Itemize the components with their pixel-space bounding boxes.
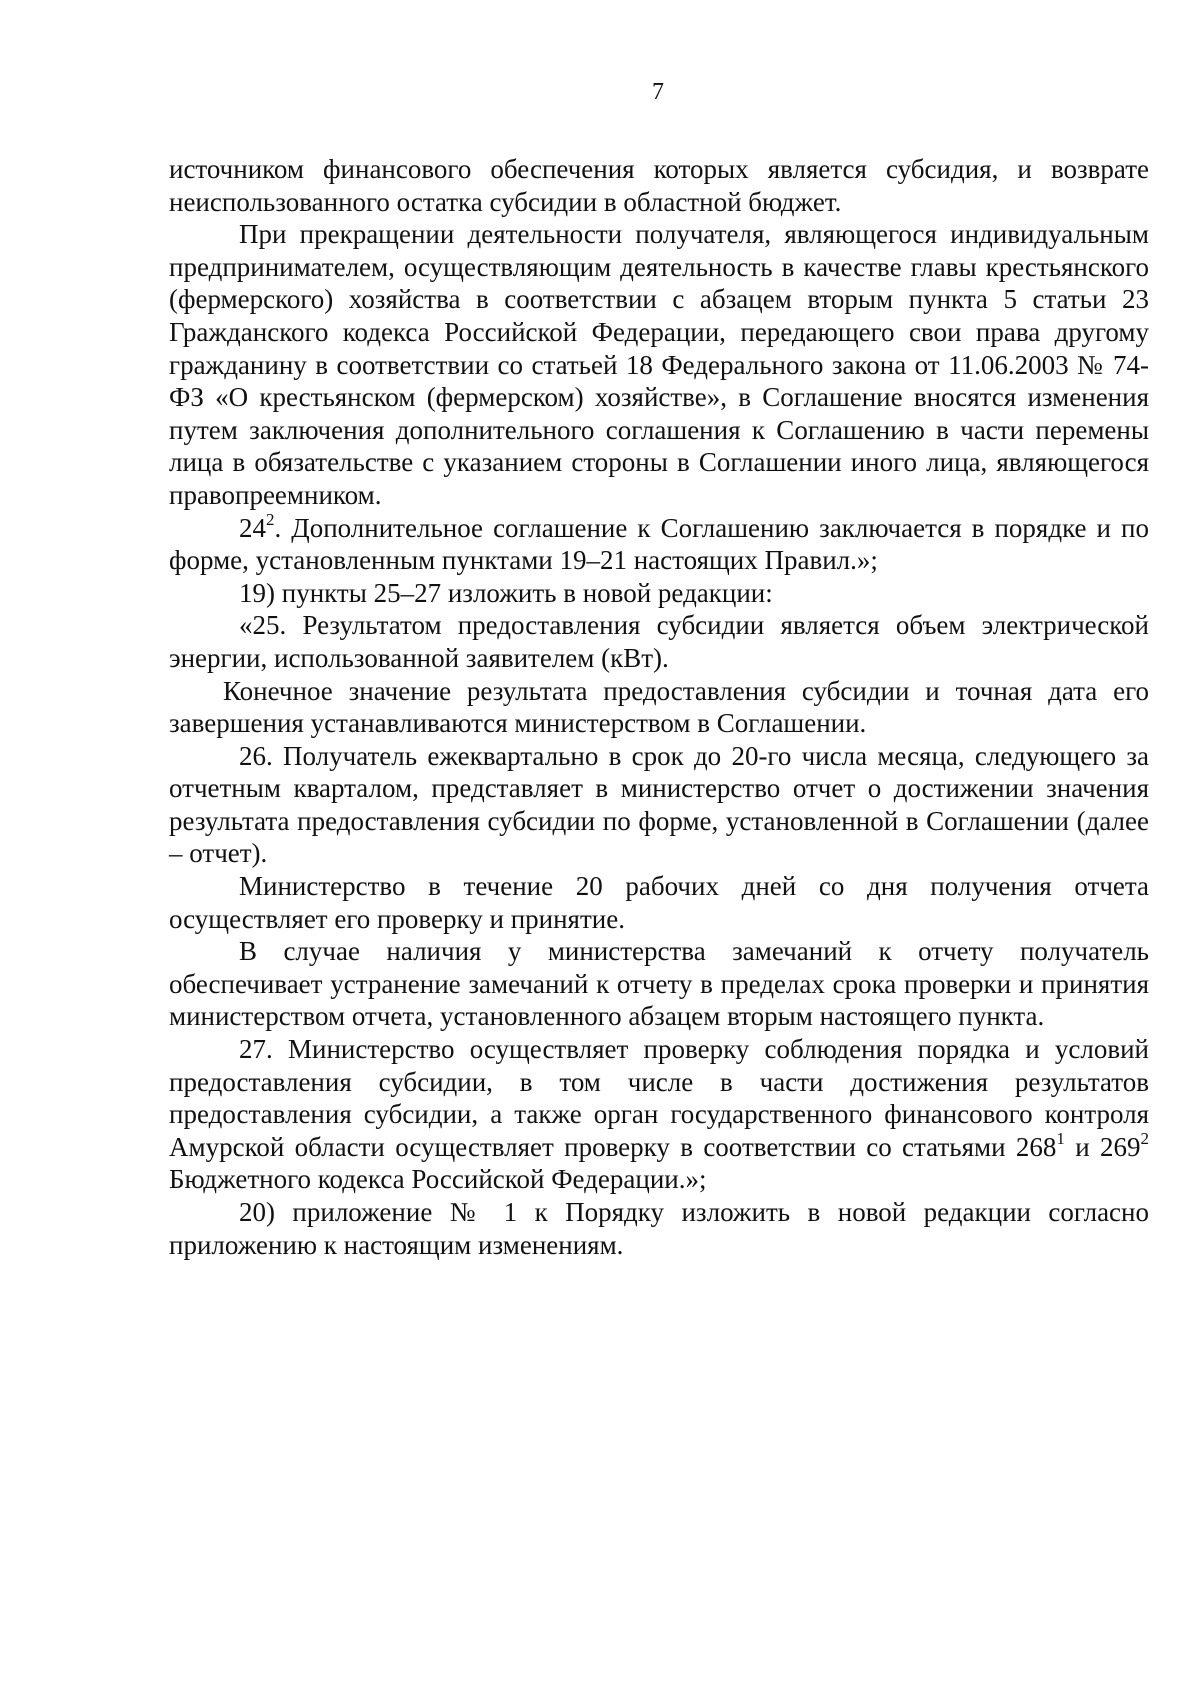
paragraph-final-value: Конечное значение результата предоставления субсидии и точная дата его завершения устанавливаются министерством в Соглашении. — [169, 675, 1149, 739]
paragraph-item-20: 20) приложение № 1 к Порядку изложить в новой редакции согласно приложению к настоящим изменениям. — [169, 1197, 1149, 1260]
paragraph-clause-27 — [169, 1033, 1149, 1196]
clause-text: . Дополнительное соглашение к Соглашению заключается в порядке и по форме, установленным пунктами 19–21 настоящих Правил.»; — [169, 512, 1149, 576]
paragraph-24-2 — [169, 509, 1149, 577]
paragraph-clause-25: «25. Результатом предоставления субсидии является объем электрической энергии, использованной заявителем (кВт). — [169, 610, 1149, 673]
paragraph-ministry-review: Министерство в течение 20 рабочих дней со дня получения отчета осуществляет его проверку и принятие. — [169, 871, 1149, 934]
clause-superscript: 2 — [266, 509, 275, 529]
clause-number: 24 — [239, 512, 266, 543]
article-superscript-1: 1 — [1056, 1128, 1065, 1148]
clause-27-text-2: и 269 — [1064, 1131, 1141, 1162]
paragraph-termination-of-activity: При прекращении деятельности получателя, являющегося индивидуальным предпринимателем, осуществляющим деятельность в качестве главы крестьянского (фермерского) хозяйства в соответствии с абзацем вторым пункта 5 статьи 23 Гражданского кодекса Российской Федерации, передающего свои права другому гражданину в соответствии со статьей 18 Федерального закона от 11.06.2003 № 74-ФЗ «О крестьянском (фермерском) хозяйстве», в Соглашение вносятся изменения путем заключения дополнительного соглашения к Соглашению в части перемены лица в обязательстве с указанием стороны в Соглашении иного лица, являющегося правопреемником. — [169, 219, 1149, 510]
paragraph-item-19: 19) пункты 25–27 изложить в новой редакции: — [239, 577, 773, 608]
paragraph-clause-26: 26. Получатель ежеквартально в срок до 20-го числа месяца, следующего за отчетным кварталом, представляет в министерство отчет о достижении значения результата предоставления субсидии по форме, установленной в Соглашении (далее – отчет). — [169, 740, 1149, 869]
article-superscript-2: 2 — [1140, 1128, 1149, 1148]
paragraph-remarks: В случае наличия у министерства замечаний к отчету получатель обеспечивает устранение замечаний к отчету в пределах срока проверки и принятия министерством отчета, установленного абзацем вторым настоящего пункта. — [169, 936, 1149, 1032]
clause-27-text-3: Бюджетного кодекса Российской Федерации.»; — [169, 1164, 707, 1195]
document-body — [169, 153, 1149, 1261]
clause-27-text: 27. Министерство осуществляет проверку соблюдения порядка и условий предоставления субсидии, в том числе в части достижения результатов предоставления субсидии, а также орган государственного финансового контроля Амурской области осуществляет проверку в соответствии со статьями 268 — [169, 1034, 1149, 1162]
page-number: 7 — [652, 79, 664, 105]
paragraph-continuation: источником финансового обеспечения которых является субсидия, и возврате неиспользованного остатка субсидии в областной бюджет. — [169, 154, 1149, 217]
